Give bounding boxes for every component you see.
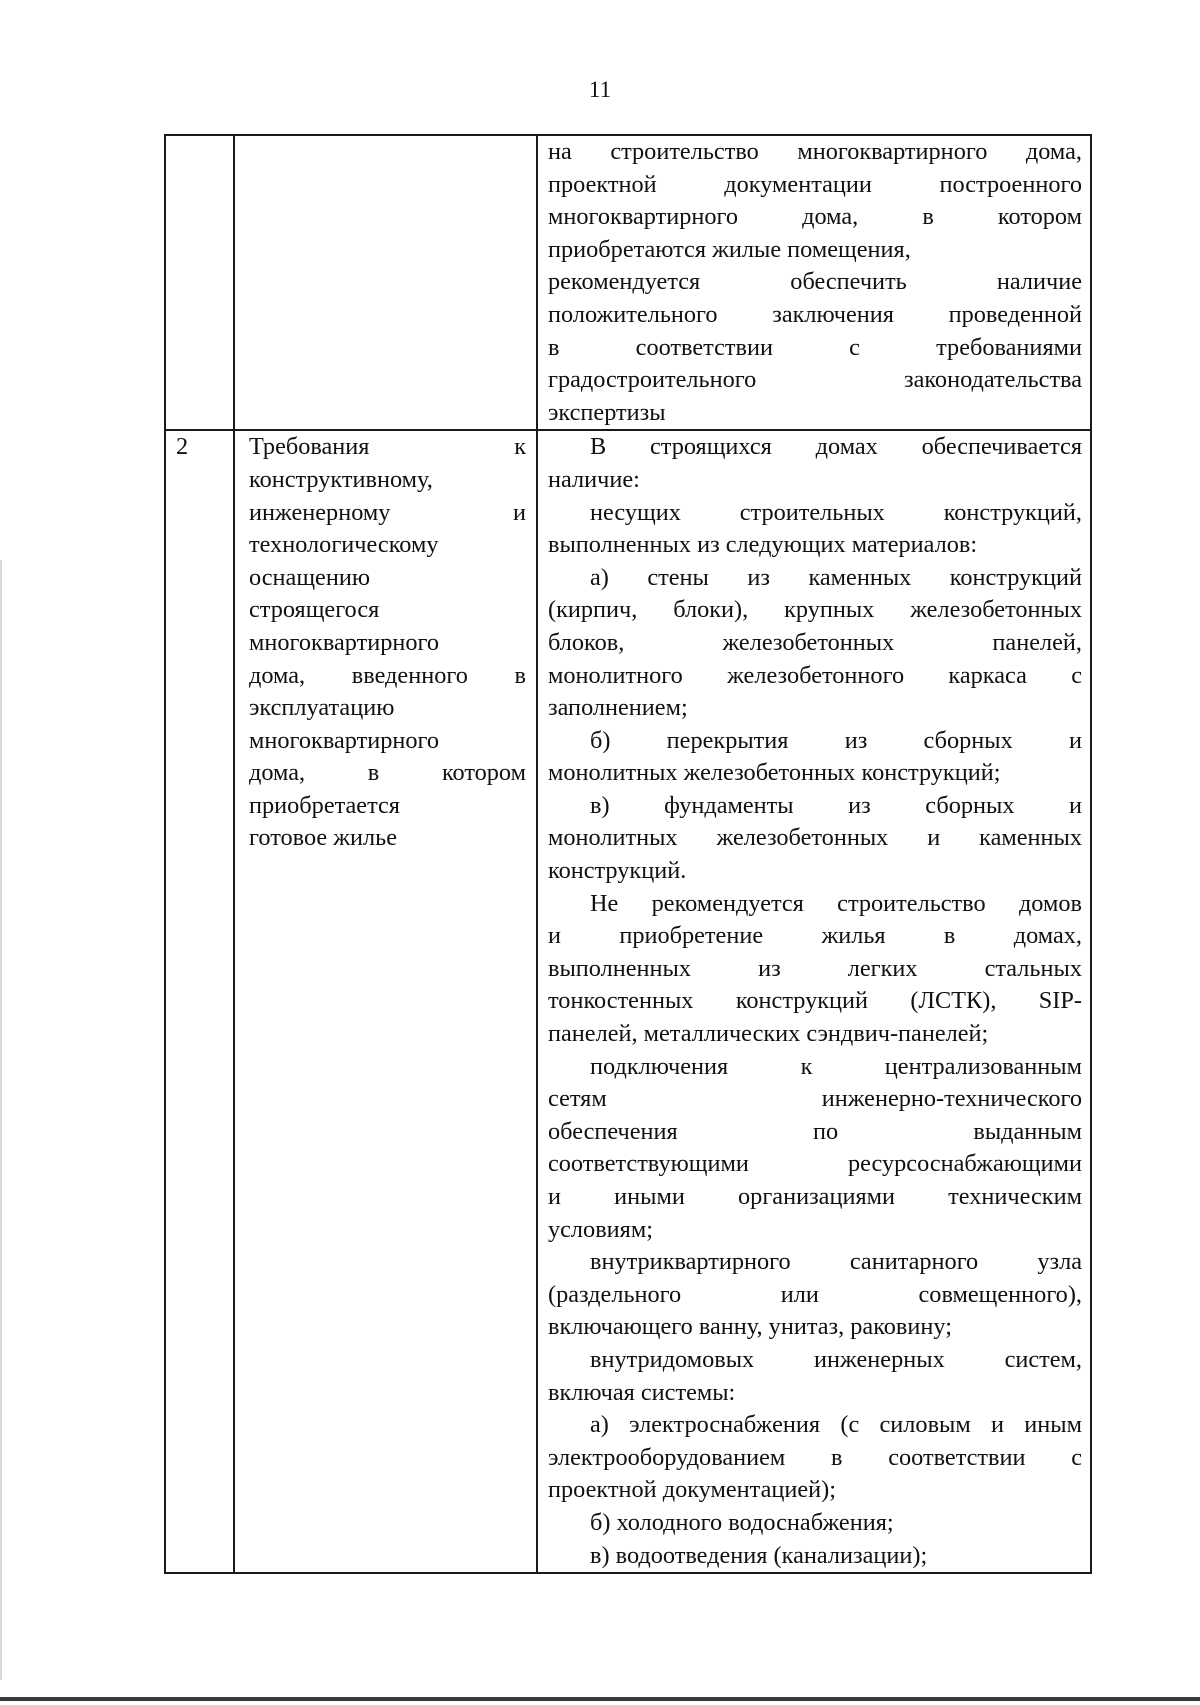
text-line: приобретаются жилые помещения, (548, 235, 911, 263)
text-line: Требования к (249, 433, 526, 461)
text-line: технологическому (249, 531, 439, 559)
text-line: выполненных из следующих материалов: (548, 531, 978, 559)
text-line: эксплуатацию (249, 694, 395, 722)
text-line: наличие: (548, 465, 640, 493)
row-number-cell: 2 (165, 430, 234, 1573)
text-line: тонкостенных конструкций (ЛСТК), SIP- (548, 987, 1082, 1015)
text-line: проектной документацией); (548, 1476, 837, 1504)
table-row (165, 135, 1091, 430)
text-line: условиям; (548, 1215, 653, 1243)
text-line: (раздельного или совмещенного), (548, 1280, 1082, 1308)
row-number-cell (165, 135, 234, 430)
text-line: и иными организациями техническим (548, 1183, 1082, 1210)
text-line: монолитного железобетонного каркаса с (548, 661, 1082, 689)
text-line: дома, в котором (249, 759, 526, 787)
text-line: б) перекрытия из сборных и (590, 726, 1082, 754)
text-line: внутридомовых инженерных систем, (590, 1345, 1082, 1373)
text-line: готовое жилье (249, 824, 398, 852)
requirement-name-cell (234, 135, 537, 430)
text-line: строящегося (249, 596, 380, 624)
text-line: в) фундаменты из сборных и (590, 791, 1082, 819)
text-line: экспертизы (548, 398, 666, 426)
text-line: подключения к централизованным (590, 1052, 1082, 1080)
text-line: включая системы: (548, 1378, 736, 1406)
text-line: монолитных железобетонных и каменных (548, 824, 1082, 852)
text-line: панелей, металлических сэндвич-панелей; (548, 1020, 989, 1048)
requirement-description-cell (537, 430, 1091, 1573)
page-number: 11 (588, 77, 612, 102)
text-line: электрооборудованием в соответствии с (548, 1443, 1082, 1471)
text-line: а) электроснабжения (с силовым и иным (590, 1411, 1082, 1439)
text-line: выполненных из легких стальных (548, 954, 1082, 982)
requirement-description-cell (537, 135, 1091, 430)
text-line: многоквартирного дома, в котором (548, 203, 1082, 231)
text-line: в соответствии с требованиями (548, 333, 1082, 361)
text-line: градостроительного законодательства (548, 366, 1082, 394)
requirement-name-cell (234, 430, 537, 1573)
text-line: конструктивному, (249, 465, 433, 493)
text-line: рекомендуется обеспечить наличие (548, 268, 1082, 296)
text-line: и приобретение жилья в домах, (548, 922, 1082, 950)
text-line: проектной документации построенного (548, 170, 1082, 198)
text-line: несущих строительных конструкций, (590, 498, 1082, 526)
text-line: В строящихся домах обеспечивается (590, 433, 1082, 461)
text-line: (кирпич, блоки), крупных железобетонных (548, 596, 1082, 624)
text-line: б) холодного водоснабжения; (590, 1508, 894, 1536)
scan-edge-left (0, 560, 2, 1680)
text-line: обеспечения по выданным (548, 1117, 1082, 1145)
text-line: конструкций. (548, 857, 687, 885)
text-line: в) водоотведения (канализации); (590, 1541, 928, 1569)
text-line: включающего ванну, унитаз, раковину; (548, 1313, 952, 1341)
text-line: на строительство многоквартирного дома, (548, 138, 1082, 165)
text-line: приобретается (249, 791, 400, 819)
text-line: Не рекомендуется строительство домов (590, 889, 1082, 917)
text-line: внутриквартирного санитарного узла (590, 1248, 1082, 1276)
text-line: монолитных железобетонных конструкций; (548, 759, 1001, 787)
text-line: инженерному и (249, 498, 526, 526)
text-line: блоков, железобетонных панелей, (548, 628, 1082, 656)
text-line: многоквартирного (249, 628, 440, 656)
text-line: заполнением; (548, 694, 688, 722)
text-line: дома, введенного в (249, 661, 526, 689)
text-line: сетям инженерно-технического (548, 1085, 1082, 1113)
text-line: оснащению (249, 563, 370, 591)
table-row (165, 430, 1091, 1573)
scan-edge-bottom (0, 1697, 1200, 1701)
requirements-table (164, 134, 1092, 1574)
text-line: положительного заключения проведенной (548, 300, 1082, 328)
text-line: соответствующими ресурсоснабжающими (548, 1150, 1082, 1178)
text-line: многоквартирного (249, 726, 440, 754)
text-line: а) стены из каменных конструкций (590, 563, 1082, 591)
